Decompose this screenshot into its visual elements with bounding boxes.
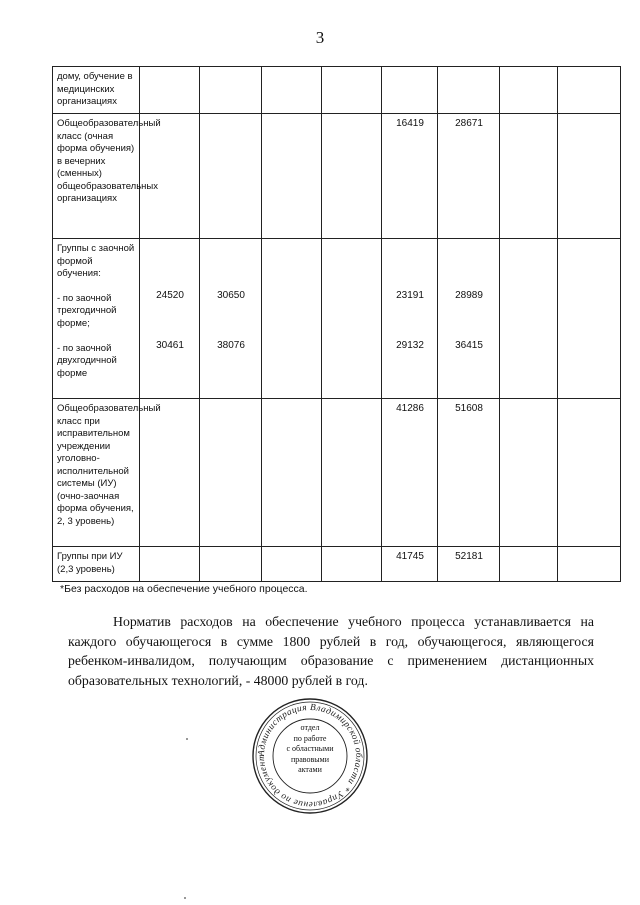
footnote: *Без расходов на обеспечение учебного процесса. [60, 583, 308, 595]
table-cell [558, 547, 621, 582]
table-row [53, 67, 621, 114]
row-label-sub: - по заочной двухгодичной форме [57, 342, 117, 379]
table-cell [200, 399, 262, 547]
table-cell: 41286 [382, 399, 438, 547]
stamp-inner-text: отдел по работе с областными правовыми актами [286, 723, 334, 774]
table-cell [200, 114, 262, 239]
table-cell [140, 114, 200, 239]
budget-table [52, 66, 621, 582]
table-cell: 16419 [382, 114, 438, 239]
table-cell [438, 67, 500, 114]
table-cell: 41745 [382, 547, 438, 582]
table-cell: 51608 [438, 399, 500, 547]
row-label-intro: Группы с заочной формой обучения: [57, 243, 135, 279]
table-cell [322, 399, 382, 547]
table-row [53, 399, 621, 547]
table-cell [500, 239, 558, 399]
table-cell [140, 67, 200, 114]
table-cell: 28989 36415 [438, 239, 500, 399]
table-cell [140, 547, 200, 582]
row-label: Группы при ИУ (2,3 уровень) [53, 547, 140, 582]
table-cell: 23191 29132 [382, 239, 438, 399]
table-cell [558, 114, 621, 239]
table-cell [262, 399, 322, 547]
table-cell [322, 114, 382, 239]
scan-speck [184, 897, 186, 899]
table-cell [500, 547, 558, 582]
table-cell [558, 239, 621, 399]
row-label: Общеобразовательный класс при исправительном учреждении уголовно-исполнительной системы (ИУ) (очно-заочная форма обучения, 2, 3 уровень) [53, 399, 140, 547]
page-number: 3 [315, 28, 325, 47]
row-label: Общеобразовательный класс (очная форма обучения) в вечерних (сменных) общеобразовательных организациях [53, 114, 140, 239]
office-stamp [251, 697, 369, 815]
table-cell [500, 399, 558, 547]
table-cell [200, 67, 262, 114]
row-label [53, 239, 140, 399]
table-cell [500, 114, 558, 239]
table-cell [262, 67, 322, 114]
table-cell: 24520 30461 [140, 239, 200, 399]
table-cell: 30650 38076 [200, 239, 262, 399]
table-cell [322, 67, 382, 114]
table-row [53, 547, 621, 582]
scan-speck [186, 738, 188, 740]
table-cell [558, 399, 621, 547]
table-row [53, 114, 621, 239]
table-cell [140, 399, 200, 547]
table-cell [200, 547, 262, 582]
table-cell: 28671 [438, 114, 500, 239]
row-label-sub: - по заочной трехгодичной форме; [57, 292, 117, 329]
table-row [53, 239, 621, 399]
table-cell [262, 114, 322, 239]
table-cell [382, 67, 438, 114]
table-cell [558, 67, 621, 114]
stamp-ring-text: Администрация Владимирской области * Управление по документ [256, 702, 364, 810]
norm-paragraph: Норматив расходов на обеспечение учебного процесса устанавливается на каждого обучающегося в сумме 1800 рублей в год, обучающегося, являющегося ребенком-инвалидом, получающим образование с применением дистанционных образовательных технологий, - 48000 рублей в год. [68, 614, 594, 688]
table-cell [322, 239, 382, 399]
table-cell [322, 547, 382, 582]
table-cell [262, 239, 322, 399]
table-cell [262, 547, 322, 582]
row-label: дому, обучение в медицинских организациях [53, 67, 140, 114]
table-cell [500, 67, 558, 114]
table-cell: 52181 [438, 547, 500, 582]
